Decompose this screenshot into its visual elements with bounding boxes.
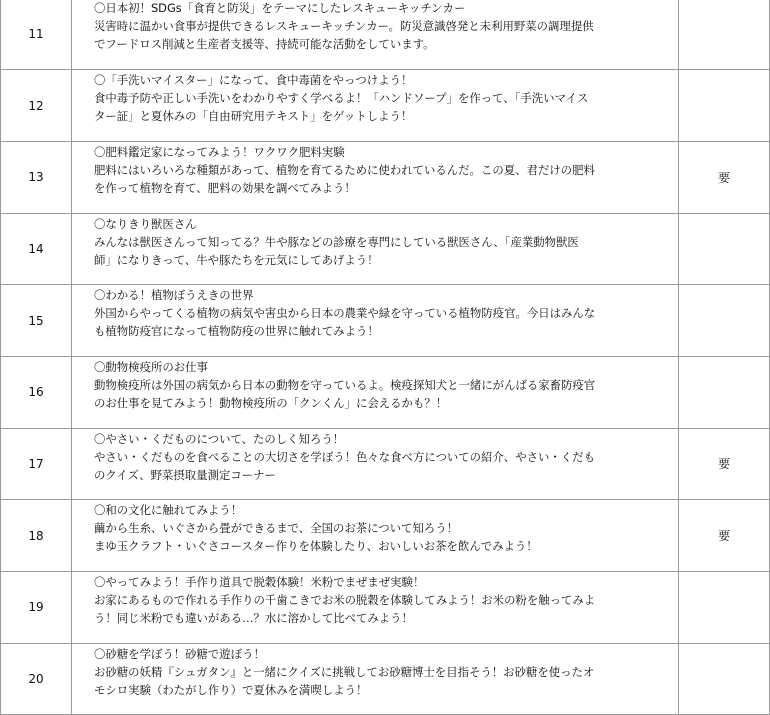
description-line: まゆ玉クラフト・いぐさコースター作りを体験したり、おいしいお茶を飲んでみよう！ (94, 539, 538, 554)
table-row (1, 572, 770, 644)
description-line: も植物防疫官になって植物防疫の世界に触れてみよう！ (94, 324, 379, 339)
row-number: 16 (1, 356, 72, 428)
description-line: 外国からやってくる植物の病気や害虫から日本の農業や緑を守っている植物防疫官。今日はみんな (94, 306, 596, 321)
description-line: お家にあるもので作れる手作りの千歯こきでお米の脱穀を体験してみよう！お米の粉を触ってみよ (94, 593, 596, 607)
program-title: 〇肥料鑑定家になってみよう！ワクワク肥料実験 (94, 144, 345, 159)
reservation-required (679, 70, 770, 142)
table-row (1, 0, 770, 70)
program-title: 〇わかる！植物ぼうえきの世界 (94, 288, 254, 303)
description-line: 繭から生糸、いぐさから畳ができるまで、全国のお茶について知ろう！ (94, 521, 459, 536)
row-number: 12 (1, 70, 72, 142)
description-line: ター証」と夏休みの「自由研究用テキスト」をゲットしよう！ (94, 109, 413, 124)
description-line: やさい・くだものを食べることの大切さを学ぼう！色々な食べ方についての紹介、やさい・くだも (94, 449, 595, 464)
description-line: でフードロス削減と生産者支援等、持続可能な活動をしています。 (94, 37, 435, 51)
reservation-required: 要 (679, 500, 770, 572)
reservation-required: 要 (679, 428, 770, 500)
program-title: 〇日本初！SDGs「食育と防災」をテーマにしたレスキューキッチンカー (94, 1, 466, 15)
row-number: 11 (1, 0, 72, 70)
program-title: 〇和の文化に触れてみよう！ (94, 503, 243, 518)
program-title: 〇砂糖を学ぼう！砂糖で遊ぼう！ (94, 646, 265, 661)
description-line: モシロ実験（わたがし作り）で夏休みを満喫しよう！ (94, 682, 368, 697)
reservation-required (679, 356, 770, 428)
program-description (72, 0, 679, 70)
description-line: お砂糖の妖精『シュガタン』と一緒にクイズに挑戦してお砂糖博士を目指そう！お砂糖を使ったオ (94, 664, 595, 679)
reservation-required: 要 (679, 141, 770, 213)
program-description (72, 572, 679, 644)
description-line: 食中毒予防や正しい手洗いをわかりやすく学べるよ！「ハンドソープ」を作って、「手洗いマイス (94, 91, 589, 106)
description-line: のお仕事を見てみよう！動物検疫所の「クンくん」に会えるかも？！ (94, 395, 448, 410)
table-row (1, 500, 770, 572)
program-description (72, 70, 679, 142)
description-line: 師」になりきって、牛や豚たちを元気にしてあげよう！ (94, 252, 379, 267)
reservation-required (679, 0, 770, 70)
program-description (72, 500, 679, 572)
row-number: 14 (1, 213, 72, 285)
reservation-required (679, 285, 770, 357)
table-row (1, 213, 770, 285)
table-row (1, 356, 770, 428)
program-title: 〇なりきり獣医さん (94, 216, 197, 231)
row-number: 20 (1, 643, 72, 715)
description-line: う！同じ米粉でも違いがある…？水に溶かして比べてみよう！ (94, 611, 413, 625)
program-title: 〇やさい・くだものについて、たのしく知ろう！ (94, 431, 345, 446)
table-row (1, 643, 770, 715)
program-description (72, 356, 679, 428)
table-row (1, 428, 770, 500)
description-line: 災害時に温かい食事が提供できるレスキューキッチンカー。防災意識啓発と未利用野菜の調理提供 (94, 19, 594, 33)
reservation-required (679, 213, 770, 285)
program-title: 〇動物検疫所のお仕事 (94, 359, 208, 374)
program-description (72, 213, 679, 285)
description-line: のクイズ、野菜摂取量測定コーナー (94, 467, 276, 482)
program-table-body (1, 0, 770, 715)
description-line: みんなは獣医さんって知ってる？牛や豚などの診療を専門にしている獣医さん、「産業動物獣医 (94, 234, 579, 249)
program-description (72, 643, 679, 715)
row-number: 15 (1, 285, 72, 357)
program-description (72, 428, 679, 500)
description-line: を作って植物を育て、肥料の効果を調べてみよう！ (94, 180, 356, 195)
program-description (72, 141, 679, 213)
row-number: 18 (1, 500, 72, 572)
reservation-required (679, 572, 770, 644)
table-row (1, 70, 770, 142)
description-line: 動物検疫所は外国の病気から日本の動物を守っているよ。検疫探知犬と一緒にがんばる家畜防疫官 (94, 377, 596, 392)
description-line: 肥料にはいろいろな種類があって、植物を育てるために使われているんだ。この夏、君だけの肥料 (94, 162, 595, 177)
table-row (1, 285, 770, 357)
row-number: 19 (1, 572, 72, 644)
row-number: 13 (1, 141, 72, 213)
program-title: 〇やってみよう！手作り道具で脱穀体験！米粉でまぜまぜ実験！ (94, 575, 425, 589)
table-row (1, 141, 770, 213)
program-description (72, 285, 679, 357)
row-number: 17 (1, 428, 72, 500)
program-title: 〇「手洗いマイスター」になって、食中毒菌をやっつけよう！ (94, 73, 413, 88)
reservation-required (679, 643, 770, 715)
